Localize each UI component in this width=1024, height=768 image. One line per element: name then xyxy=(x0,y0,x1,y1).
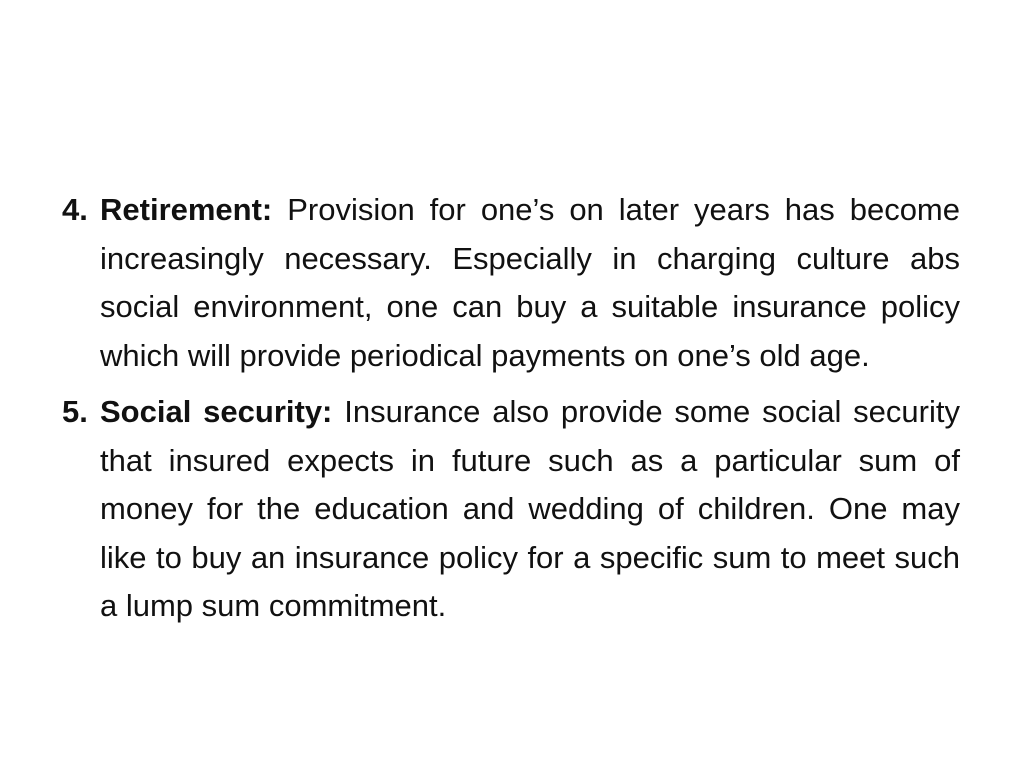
point-text: Insurance also provide some social security that insured expects in future such as a particular sum of money for the education and wedding of children. One may like to buy an insurance policy for a specific sum to meet such a lump sum commitment. xyxy=(100,394,960,623)
point-term: Social security: xyxy=(100,394,333,429)
point-number: 5. xyxy=(62,394,88,429)
point-term: Retirement: xyxy=(100,192,273,227)
point-number: 4. xyxy=(62,192,88,227)
slide-content xyxy=(62,186,960,639)
point-retirement xyxy=(62,186,960,380)
point-text: Provision for one’s on later years has become increasingly necessary. Especially in charging culture abs social environment, one can buy a suitable insurance policy which will provide periodical payments on one’s old age. xyxy=(100,192,960,373)
point-social-security xyxy=(62,388,960,631)
